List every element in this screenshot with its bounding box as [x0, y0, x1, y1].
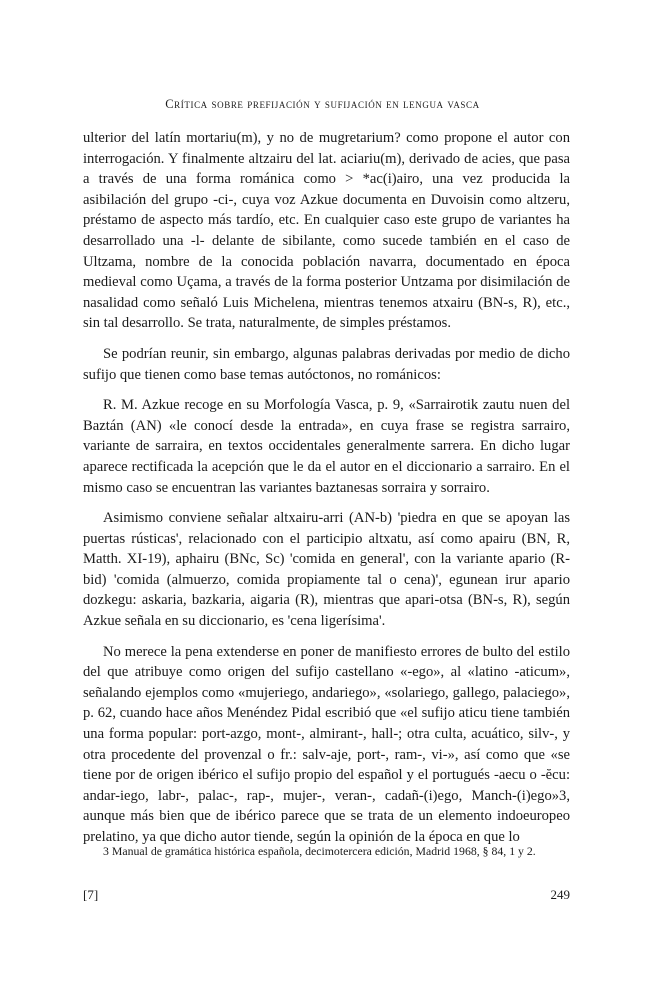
page-number: 249	[550, 887, 570, 902]
footnote-3	[83, 843, 570, 859]
paragraph-1: ulterior del latín mortariu(m), y no de mugretarium? como propone el autor con interrogación. Y finalmente altzairu del lat. aciariu(m), derivado de acies, que pasa a través de una forma románica como > *ac(i)airo, una vez producida la asibilación del grupo -ci-, cuya voz Azkue documenta en Duvoisin como altzeru, préstamo de aspecto más tardío, etc. En cualquier caso este grupo de variantes ha desarrollado una -l- delante de sibilante, como sucede también en el caso de Ultzama, nombre de la conocida población navarra, documentado en época medieval como Uçama, a través de la forma posterior Untzama por disimilación de nasalidad como señaló Luis Michelena, mientras tenemos atxairu (BN-s, R), etc., sin tal desarrollo. Se trata, naturalmente, de simples préstamos.	[83, 130, 570, 332]
paragraph-3: R. M. Azkue recoge en su Morfología Vasca, p. 9, «Sarrairotik zautu nuen del Baztán (AN) «le conocí desde la entrada», en cuya frase se registra sarrairo, variante de sarraira, en textos occidentales generalmente sarrera. En dicho lugar aparece rectificada la acepción que le da el autor en el diccionario a sarrairo. En el mismo caso se encuentran las variantes baztanesas sorraira y sorrairo.	[83, 397, 570, 496]
paragraph-5: No merece la pena extenderse en poner de manifiesto errores de bulto del estilo del que atribuye como origen del sufijo castellano «-ego», al «latino -aticum», señalando ejemplos como «mujeriego, andariego», «solariego, gallego, palaciego», p. 62, cuando hace años Menéndez Pidal escribió que «el sufijo aticu tiene también una forma popular: port-azgo, mont-, almirant-, hall-; otra culta, acuático, silv-, y otra procedente del provenzal o fr.: salv-aje, port-, ram-, vi-», así como que «se tiene por de origen ibérico el sufijo propio del español y el portugués -aecu o -ĕcu: andar-iego, labr-, palac-, rap-, mujer-, veran-, cadañ-(i)ego, Manch-(i)ego»3, aunque más bien que de ibérico parece que se trata de un elemento indoeuropeo prelatino, ya que dicho autor tiende, según la opinión de la época en que lo	[83, 643, 570, 845]
paragraph-2: Se podrían reunir, sin embargo, algunas palabras derivadas por medio de dicho sufijo que tienen como base temas autóctonos, no románicos:	[83, 345, 570, 383]
main-text	[83, 128, 570, 848]
footnote-text: 3 Manual de gramática histórica española, decimotercera edición, Madrid 1968, § 84, 1 y 2.	[103, 844, 536, 858]
section-number: [7]	[83, 887, 99, 902]
paragraph-4: Asimismo conviene señalar altxairu-arri (AN-b) 'piedra en que se apoyan las puertas rústicas', relacionado con el participio altxatu, así como apairu (BN, R, Matth. XI-19), aphairu (BNc, Sc) 'comida en general', con la variante apario (R-bid) 'comida (almuerzo, comida propiamente tal o cena)', egunean irur apario dozkegu: askaria, bazkaria, aigaria (R), mientras que apari-otsa (BN-s, R), según Azkue señala en su diccionario, es 'cena ligerísima'.	[83, 510, 570, 630]
running-title: Crítica sobre prefijación y sufijación en lengua vasca	[165, 97, 480, 111]
